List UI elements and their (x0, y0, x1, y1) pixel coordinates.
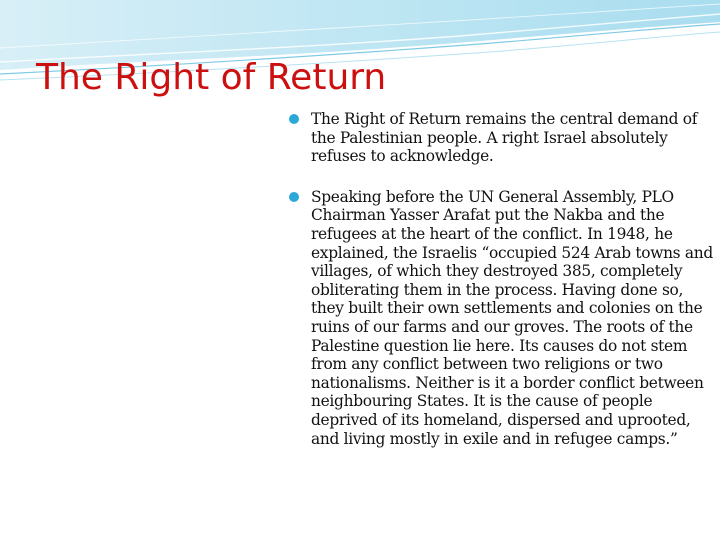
bullet-item-arafat-speech (287, 188, 717, 448)
bullet-text: The Right of Return remains the central demand of the Palestinian people. A right Israel absolutely refuses to acknowledge. (311, 110, 698, 166)
bullet-dot-icon (289, 114, 299, 124)
slide-title: The Right of Return (36, 57, 387, 98)
bullet-text: Speaking before the UN General Assembly, PLO Chairman Yasser Arafat put the Nakba and the refugees at the heart of the conflict. In 1948, he explained, the Israelis “occupied 524 Arab towns and villages, of which they destroyed 385, completely obliterating them in the process. Having done so, they built their own settlements and colonies on the ruins of our farms and our groves. The roots of the Palestine question lie here. Its causes do not stem from any conflict between two religions or two nationalisms. Neither is it a border conflict between neighbouring States. It is the cause of people deprived of its homeland, dispersed and uprooted, and living mostly in exile and in refugee camps.” (311, 187, 713, 448)
bullet-item-right-of-return (287, 110, 717, 166)
bullet-dot-icon (289, 192, 299, 202)
bullet-list (287, 110, 717, 470)
